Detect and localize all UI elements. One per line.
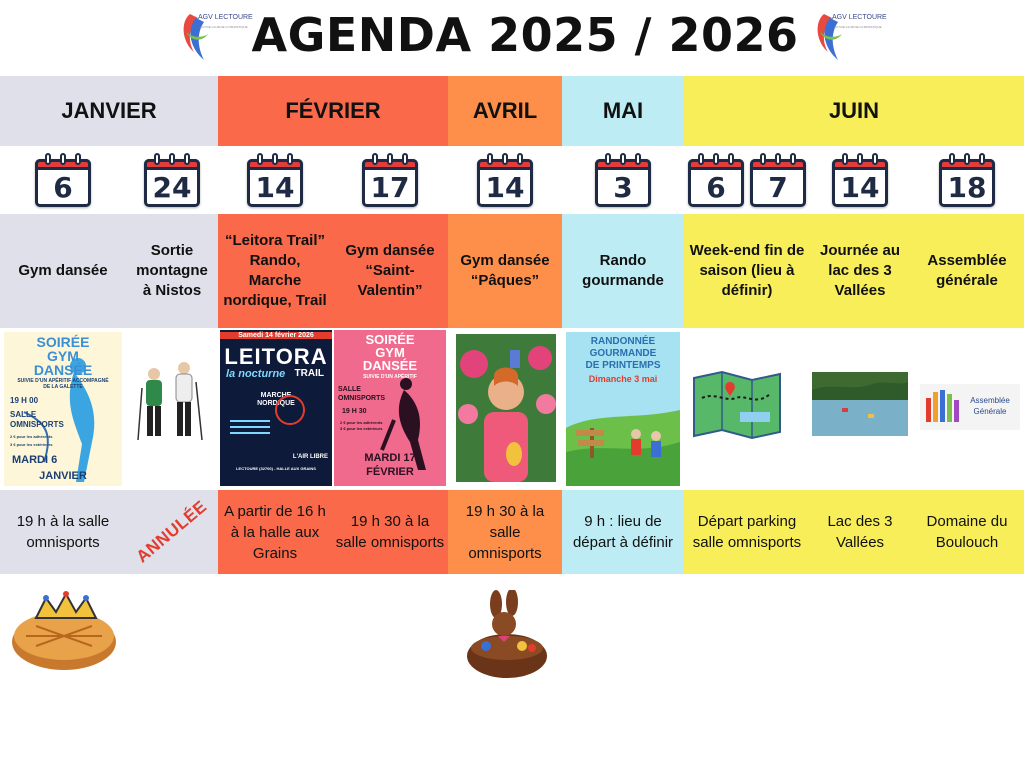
event-title: Gym dansée “Saint-Valentin” [345,242,435,299]
date-cell [910,146,1024,214]
month-label: JUIN [828,98,880,123]
event-details: 19 h 30 à la salle omnisports [335,513,445,551]
poster-line: SOIRÉE [36,334,90,350]
date-cell [684,146,810,214]
details-cell [0,490,126,574]
calendar-icon [937,151,997,209]
poster-line: SALLE [10,410,37,419]
poster-gym-fevrier [334,330,446,486]
month-label: JANVIER [61,98,157,123]
assemblee-generale-image [920,384,1020,430]
details-cell [126,490,218,574]
month-label: FÉVRIER [285,98,381,123]
photo-lac-3-vallees [812,372,908,436]
agv-logo [812,8,887,66]
calendar-icon [245,151,305,209]
event-cell [910,214,1024,328]
logo-subtext: ACTIVE CLUB DE GYMNASTIQUE [200,25,248,29]
event-cell [810,214,910,328]
date-number: 14 [255,171,295,204]
date-number: 14 [485,171,525,204]
month-janvier [0,76,218,146]
poster-line: GOURMANDE [589,348,657,359]
event-details: Départ parking salle omnisports [692,513,802,551]
event-title: Sortie montagne à Nistos [136,242,208,299]
date-cell [126,146,218,214]
poster-line: SUIVIE D'UN APÉRITIF [363,374,417,380]
month-fevrier [218,76,448,146]
poster-line: FÉVRIER [366,466,414,478]
month-avril [448,76,562,146]
date-cell [0,146,126,214]
header [0,0,1024,76]
logo-text: AGV LECTOURE [198,14,253,21]
poster-rando-gourmande [566,332,680,486]
date-number: 18 [947,171,987,204]
poster-line: SALLE [338,386,361,393]
date-cell [218,146,332,214]
poster-line: DANSÉE [362,358,418,373]
poster-line: 19 H 00 [10,396,39,405]
date-row [0,146,1024,214]
event-cell [0,214,126,328]
event-title: Week-end fin de saison (lieu à définir) [689,242,805,299]
poster-line: MARCHE [260,392,292,399]
poster-line: L'AIR LIBRE [292,454,328,460]
event-details: 19 h 30 à la salle omnisports [465,502,545,562]
details-cell [810,490,910,574]
event-cell [126,214,218,328]
poster-line: 19 H 30 [342,408,367,415]
poster-line: Dimanche 3 mai [588,374,658,384]
month-juin [684,76,1024,146]
month-mai [562,76,684,146]
poster-line: RANDONNÉE [590,336,656,347]
date-number: 17 [370,171,410,204]
month-label: MAI [602,98,644,123]
month-row [0,76,1024,146]
calendar-icon [686,151,746,209]
poster-line: 3 € pour les extérieurs [10,442,53,447]
event-cell [332,214,448,328]
event-title: Journée au lac des 3 Vallées [819,242,901,299]
chocolate-bunny-icon [462,590,552,680]
logo-subtext: ACTIVE CLUB DE GYMNASTIQUE [834,25,882,29]
event-details: Lac des 3 Vallées [827,513,893,551]
event-title: Gym dansée “Pâques” [460,252,550,289]
map-icon [690,368,784,440]
poster-line: OMNISPORTS [10,420,64,429]
details-cell [218,490,332,574]
event-details: Domaine du Boulouch [926,513,1008,551]
photo-paques [456,334,556,482]
poster-line: NORDIQUE [257,400,295,407]
calendar-icon [748,151,808,209]
date-cell [332,146,448,214]
image-row [0,328,1024,490]
event-title: Gym dansée [18,262,108,279]
calendar-icon [33,151,93,209]
date-number: 6 [53,171,73,204]
poster-line: OMNISPORTS [338,395,386,402]
poster-line: MARDI 6 [12,454,58,466]
poster-line: GYM [375,345,405,360]
calendar-icon [593,151,653,209]
poster-line: DANSÉE [33,362,93,378]
poster-line: SOIRÉE [365,332,415,347]
poster-line: Samedi 14 février 2026 [220,332,332,339]
page-title: AGENDA 2025 / 2026 [251,8,799,62]
details-cell [448,490,562,574]
poster-line: JANVIER [39,470,87,482]
poster-gym-janvier [4,332,122,486]
date-number: 3 [613,171,633,204]
details-cell [910,490,1024,574]
date-cell [810,146,910,214]
logo-text: AGV LECTOURE [832,14,887,21]
poster-leitora-trail [220,330,332,486]
poster-line: 2 € pour les adhérents [10,434,53,439]
date-number: 24 [152,171,192,204]
poster-line: MARDI 17 [364,452,416,464]
event-cell [448,214,562,328]
details-cell [332,490,448,574]
poster-line: la nocturne [226,368,286,380]
poster-line: LECTOURE (32700) - HALLE AUX GRAINS [236,466,316,471]
event-cell [684,214,810,328]
event-details: 9 h : lieu de départ à définir [572,513,674,551]
event-cell [562,214,684,328]
event-title: Rando gourmande [582,252,664,289]
date-cell [562,146,684,214]
king-cake-icon [6,590,118,680]
details-cell [562,490,684,574]
poster-line: GYM [47,348,79,364]
poster-line: 2 € pour les adhérents [340,420,383,425]
month-label: AVRIL [472,98,538,123]
calendar-icon [142,151,202,209]
poster-line: Assemblée [970,396,1010,405]
poster-line: 3 € pour les extérieurs [340,426,383,431]
agv-logo [178,8,253,66]
date-number: 7 [768,171,788,204]
poster-line: Générale [973,407,1007,416]
event-row [0,214,1024,328]
calendar-icon [360,151,420,209]
event-details: A partir de 16 h à la halle aux Grains [224,502,326,562]
poster-line: TRAIL [294,368,324,379]
event-cell [218,214,332,328]
calendar-icon [830,151,890,209]
date-number: 6 [706,171,726,204]
cancelled-stamp: ANNULÉE [132,496,211,567]
event-details: 19 h à la salle omnisports [16,513,110,551]
details-row [0,490,1024,574]
date-cell [448,146,562,214]
hikers-illustration [132,348,212,468]
calendar-icon [475,151,535,209]
event-title: “Leitora Trail” Rando, Marche nordique, Trail [223,232,327,309]
poster-line: LEITORA [224,344,328,369]
date-number: 14 [840,171,880,204]
details-cell [684,490,810,574]
poster-line: SUIVIE D'UN APÉRITIF ACCOMPAGNÉ DE LA GALETTE [17,378,109,390]
event-title: Assemblée générale [927,252,1007,289]
poster-line: DE PRINTEMPS [585,360,661,371]
